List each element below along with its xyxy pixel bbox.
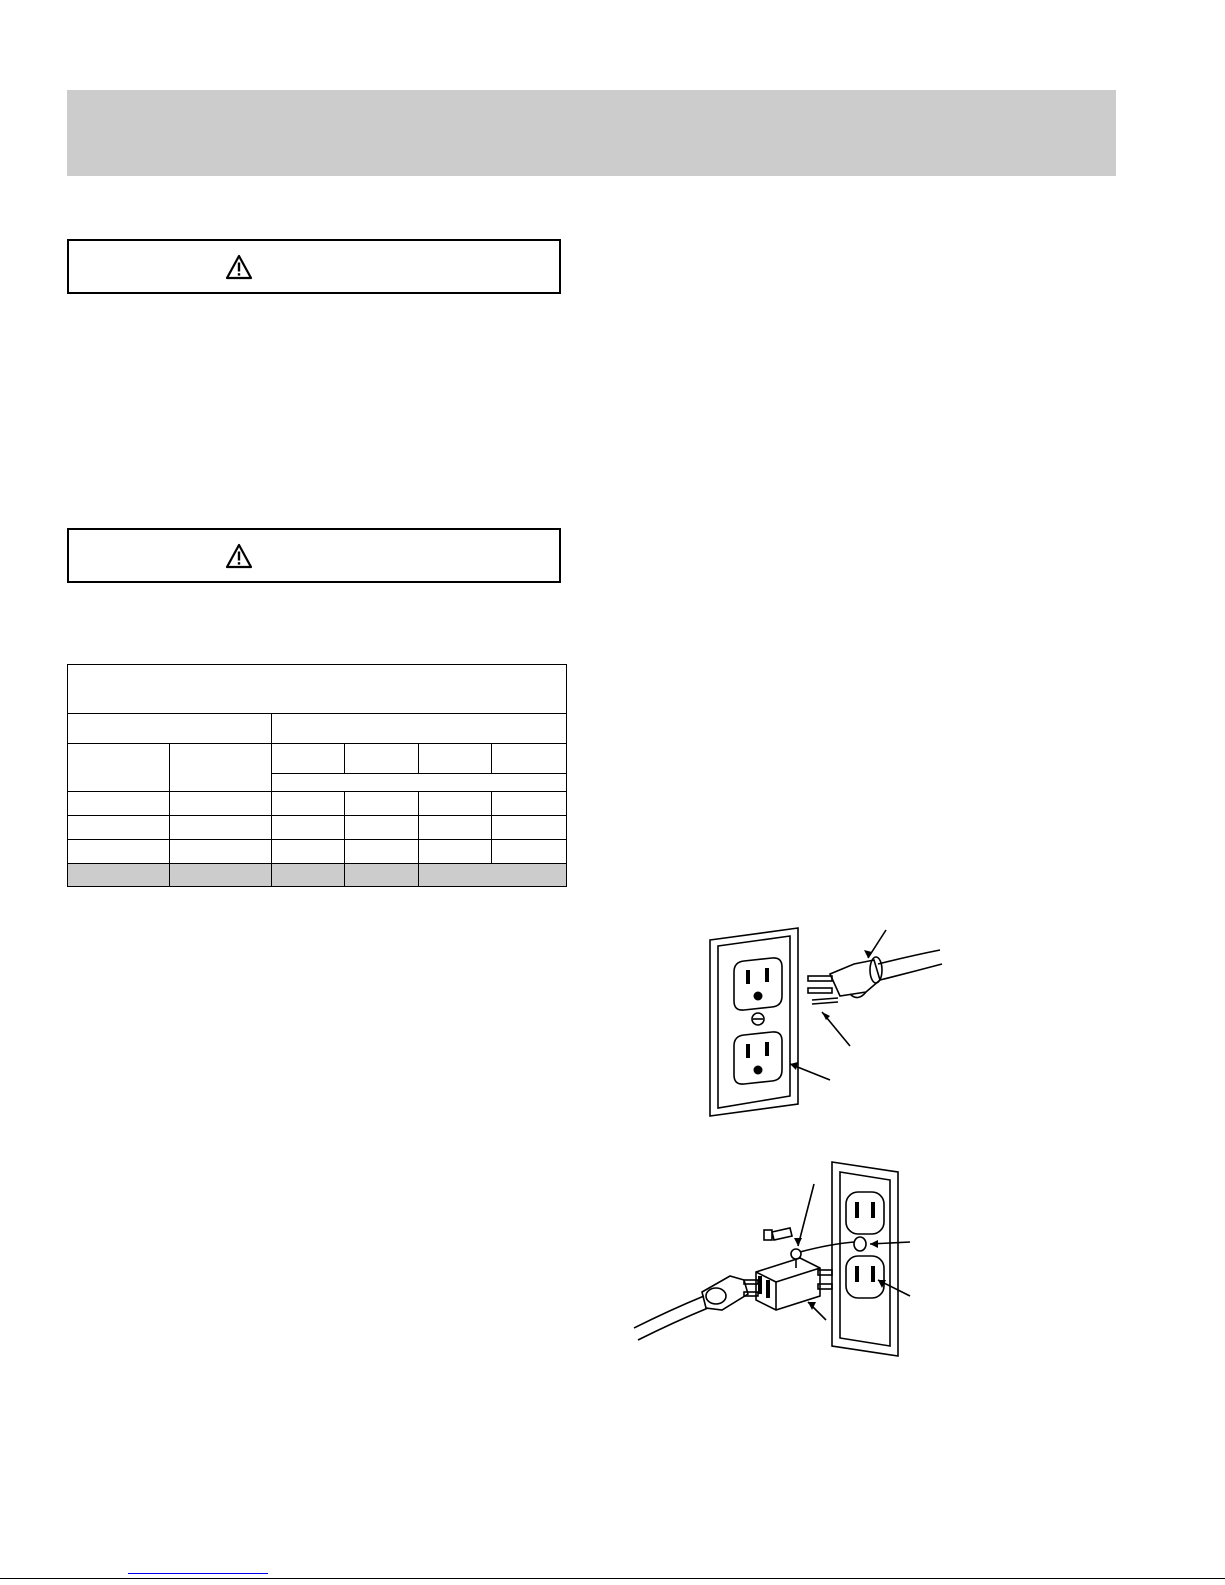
- table-column-header: [68, 744, 170, 792]
- table-group-header: [272, 714, 567, 744]
- table-cell: [492, 840, 567, 864]
- table-cell: [272, 864, 345, 887]
- table-column-header: [272, 744, 345, 774]
- table-cell: [170, 840, 272, 864]
- table-cell: [170, 792, 272, 816]
- footer-rule: [0, 1578, 1225, 1579]
- warning-triangle-icon: [225, 254, 253, 280]
- grounding-adapter-icon: [630, 1160, 930, 1360]
- table-cell: [419, 816, 492, 840]
- table-cell: [170, 816, 272, 840]
- table-title: [68, 665, 567, 714]
- table-column-header: [419, 744, 492, 774]
- table-column-header: [345, 744, 419, 774]
- table-cell: [68, 840, 170, 864]
- table-cell: [170, 864, 272, 887]
- table-cell: [68, 816, 170, 840]
- table-row: [68, 792, 567, 816]
- table-cell: [419, 792, 492, 816]
- table-cell: [272, 792, 345, 816]
- table-cell: [492, 816, 567, 840]
- table-column-header: [492, 744, 567, 774]
- table-units-header: [272, 774, 567, 792]
- extension-cord-table: [67, 664, 567, 887]
- grounded-outlet-plug-icon: [690, 920, 970, 1130]
- table-cell: [68, 864, 170, 887]
- table-cell: [68, 792, 170, 816]
- table-cell: [345, 840, 419, 864]
- warning-box-1: [67, 239, 561, 294]
- header-band: [67, 90, 1116, 176]
- warning-box-2: [67, 528, 561, 583]
- table-cell: [492, 792, 567, 816]
- warning-triangle-icon: [225, 543, 253, 569]
- table-cell: [419, 864, 567, 887]
- table-cell: [272, 816, 345, 840]
- table-column-header: [170, 744, 272, 792]
- table-row: [68, 816, 567, 840]
- table-cell: [345, 792, 419, 816]
- table-cell: [419, 840, 492, 864]
- table-row: [68, 840, 567, 864]
- table-group-header: [68, 714, 272, 744]
- table-cell: [272, 840, 345, 864]
- footer-link-underline[interactable]: [128, 1573, 268, 1574]
- table-row-shaded: [68, 864, 567, 887]
- table-cell: [345, 864, 419, 887]
- table-cell: [345, 816, 419, 840]
